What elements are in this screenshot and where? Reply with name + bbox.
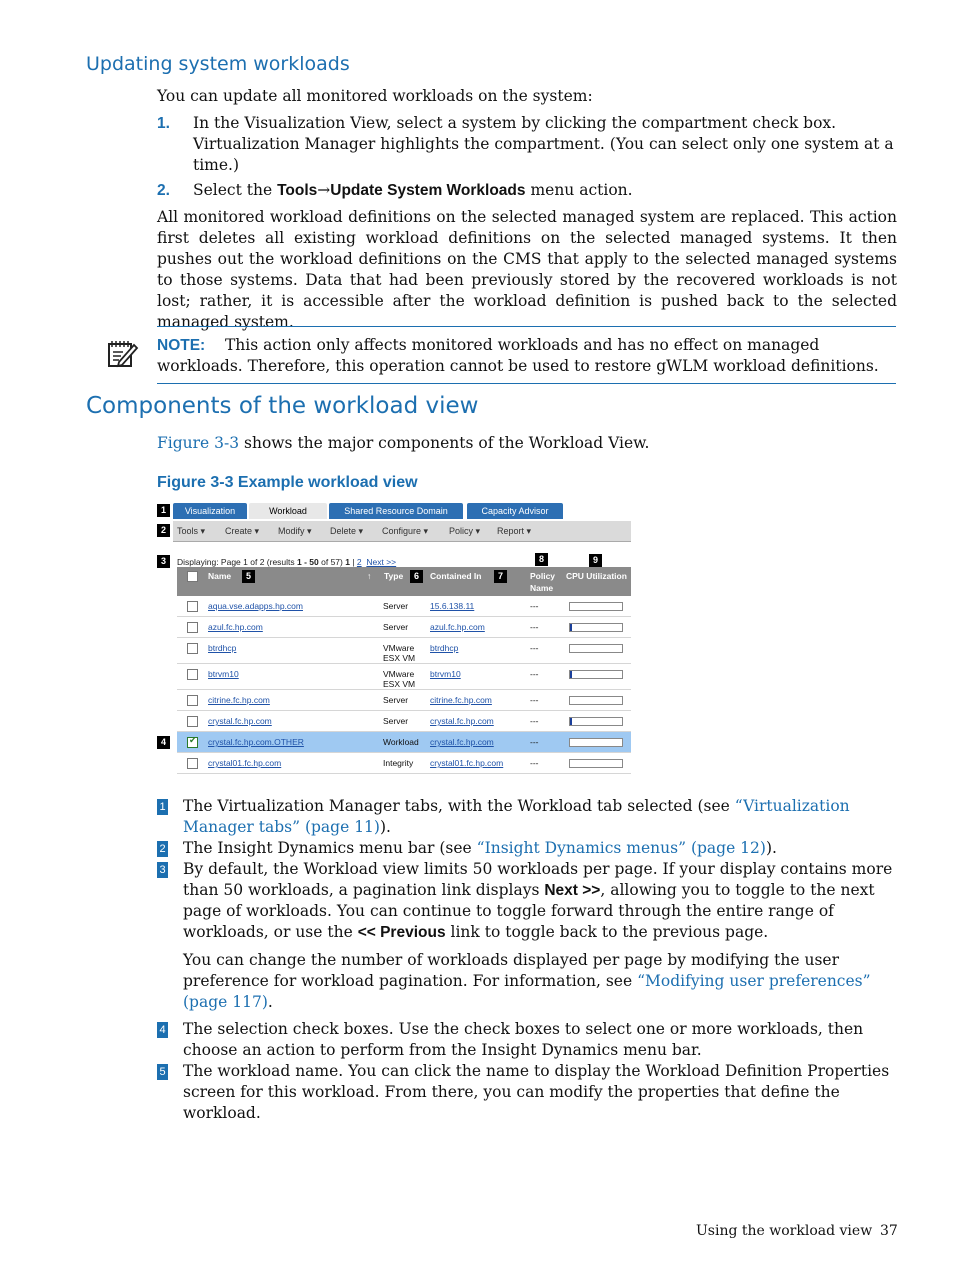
row-checkbox[interactable] [187,695,198,706]
step-2 [157,180,897,201]
workload-name-link[interactable]: btrvm10 [208,669,239,679]
step-text: In the Visualization View, select a system by clicking the compartment check box. Virtualization Manager highlights the compartment. (You can select only one system at a time.) [193,114,894,174]
row-checkbox[interactable] [187,737,198,748]
column-contained-in[interactable]: Contained In [430,571,482,581]
policy-name: --- [530,669,539,679]
contained-in-link[interactable]: azul.fc.hp.com [430,622,485,632]
cpu-utilization-bar [569,602,623,611]
column-name[interactable]: Name [208,571,232,581]
marker-1: 1 [157,504,170,517]
workload-name-link[interactable]: aqua.vse.adapps.hp.com [208,601,303,611]
table-row[interactable] [177,617,631,638]
tab-shared-resource-domain[interactable]: Shared Resource Domain [329,503,463,519]
footer-page-number: 37 [880,1223,898,1239]
table-header [177,567,631,596]
callout-2-text [183,838,895,859]
footer-title: Using the workload view [696,1223,873,1239]
xref-link[interactable]: “Insight Dynamics menus” (page 12) [476,839,766,857]
row-checkbox[interactable] [187,601,198,612]
policy-name: --- [530,737,539,747]
workload-type: Server [383,601,409,611]
note-content [157,335,896,377]
workload-type: Server [383,716,409,726]
callout-text: ). [765,839,777,857]
contained-in-link[interactable]: crystal01.fc.hp.com [430,758,504,768]
tab-visualization[interactable]: Visualization [173,503,247,519]
step-number: 2. [157,182,170,199]
callout-3-text [183,859,895,943]
cpu-utilization-bar [569,738,623,747]
menu-action: Update System Workloads [330,182,526,199]
workload-name-link[interactable]: crystal01.fc.hp.com [208,758,282,768]
section2-intro [157,433,649,454]
pagination-next-link[interactable]: Next >> [366,557,397,567]
table-row[interactable] [177,664,631,690]
figure-link[interactable]: Figure 3-3 [157,434,240,452]
callout-badge-2: 2 [157,841,168,857]
column-policy[interactable]: Policy [530,571,556,581]
step-text-pre: Select the [193,181,278,199]
step-text-post: menu action. [525,181,633,199]
pagination-page-current: 1 [345,557,350,567]
contained-in-link[interactable]: crystal.fc.hp.com [430,716,494,726]
section-heading-components: Components of the workload view [86,393,479,419]
contained-in-link[interactable]: btrvm10 [430,669,461,679]
menu-create[interactable]: Create ▾ [225,526,260,536]
callout-text: The Insight Dynamics menu bar (see [183,839,477,857]
contained-in-link[interactable]: citrine.fc.hp.com [430,695,492,705]
cpu-utilization-fill [570,671,572,678]
row-checkbox[interactable] [187,669,198,680]
cpu-utilization-bar [569,759,623,768]
policy-name: --- [530,622,539,632]
pagination-prefix: Displaying: Page 1 of 2 (results [177,557,298,567]
table-row[interactable] [177,711,631,732]
marker-4: 4 [157,736,170,749]
pagination-of: of 57) [318,557,346,567]
callout-badge-3: 3 [157,862,168,878]
section-intro: You can update all monitored workloads on the system: [157,87,593,105]
menu-report[interactable]: Report ▾ [497,526,532,536]
figure-caption: Figure 3-3 Example workload view [157,474,418,491]
pagination-sep: | [349,557,357,567]
callout-4-text: The selection check boxes. Use the check boxes to select one or more workloads, then choose an action to perform from the Insight Dynamics menu bar. [183,1020,864,1059]
cpu-utilization-bar [569,670,623,679]
marker-7: 7 [494,570,507,583]
callout-5-text: The workload name. You can click the name to display the Workload Definition Properties screen for this workload. From there, you can modify the properties that define the workload. [183,1062,890,1122]
policy-name: --- [530,716,539,726]
menu-modify[interactable]: Modify ▾ [278,526,312,536]
policy-name: --- [530,758,539,768]
marker-9: 9 [589,554,602,567]
contained-in-link[interactable]: 15.6.138.11 [430,601,475,611]
workload-type-line2: ESX VM [383,679,416,689]
pagination-page-2[interactable]: 2 [356,557,362,567]
callout-text: ). [379,818,391,836]
workload-type: VMware [383,669,415,679]
policy-name: --- [530,695,539,705]
row-checkbox[interactable] [187,758,198,769]
menu-configure[interactable]: Configure ▾ [382,526,429,536]
workload-name-link[interactable]: btrdhcp [208,643,237,653]
contained-in-link[interactable]: crystal.fc.hp.com [430,737,494,747]
tab-workload[interactable]: Workload [249,503,327,519]
workload-type: Integrity [383,758,414,768]
step-number: 1. [157,115,170,132]
workload-type: Server [383,695,409,705]
workload-name-link[interactable]: azul.fc.hp.com [208,622,263,632]
next-link-label: Next >> [544,882,601,899]
cpu-utilization-fill [570,718,572,725]
section-heading-updating: Updating system workloads [86,53,350,75]
callout-text: You can change the number of workloads displayed per page by modifying the user preference for workload pagination. For information, see [183,951,839,990]
workload-type: VMware [383,643,415,653]
workload-name-link[interactable]: crystal.fc.hp.com.OTHER [208,737,304,747]
menu-policy[interactable]: Policy ▾ [449,526,481,536]
row-checkbox[interactable] [187,622,198,633]
callout-badge-4: 4 [157,1022,168,1038]
column-type[interactable]: Type [384,571,404,581]
sort-arrow-icon[interactable]: ↑ [367,571,372,581]
arrow-icon: → [317,181,331,199]
column-policy-name[interactable]: Name [530,583,554,593]
previous-link-label: << Previous [357,924,446,941]
cpu-utilization-bar [569,696,623,705]
table-row[interactable] [177,753,631,774]
callout-badge-5: 5 [157,1064,168,1080]
note-text: This action only affects monitored workloads and has no effect on managed workloads. Therefore, this operation cannot be used to restore gWLM workload definitions. [157,336,879,375]
xref-link[interactable]: “Virtualization Manager tabs” (page 11) [183,797,850,836]
note-box [157,326,896,384]
marker-3: 3 [157,555,170,568]
workload-view-screenshot [157,500,633,774]
xref-link[interactable]: “Modifying user preferences” (page 117) [183,972,871,1011]
select-all-checkbox[interactable] [187,571,198,582]
table-row[interactable] [177,690,631,711]
callout-text: The Virtualization Manager tabs, with the Workload tab selected (see [183,797,735,815]
note-label: NOTE: [157,337,206,354]
row-checkbox[interactable] [187,716,198,727]
policy-name: --- [530,643,539,653]
section2-intro-text: shows the major components of the Workload View. [239,434,650,452]
menu-delete[interactable]: Delete ▾ [330,526,364,536]
policy-name: --- [530,601,539,611]
row-checkbox[interactable] [187,643,198,654]
menu-tools[interactable]: Tools ▾ [177,526,206,536]
callout-1-text [183,796,895,838]
callout-text: By default, the Workload view limits 50 workloads per page. If your display contains more than 50 workloads, a pagination link displays [183,860,893,899]
pagination-range: 1 - 50 [297,557,319,567]
workload-name-link[interactable]: crystal.fc.hp.com [208,716,272,726]
callout-text: . [267,993,273,1011]
step-1 [157,113,897,176]
callout-text: , allowing you to toggle to the next page of workloads. You can continue to toggle forward through the entire range of workloads, or use the [183,881,875,941]
cpu-utilization-bar [569,644,623,653]
table-row[interactable] [177,732,631,753]
marker-6: 6 [410,570,423,583]
workload-type: Server [383,622,409,632]
workload-name-link[interactable]: citrine.fc.hp.com [208,695,270,705]
callout-badge-1: 1 [157,799,168,815]
table-row[interactable] [177,638,631,664]
marker-5: 5 [242,570,255,583]
menu-tools: Tools [277,182,318,199]
tab-capacity-advisor[interactable]: Capacity Advisor [467,503,563,519]
contained-in-link[interactable]: btrdhcp [430,643,459,653]
marker-8: 8 [535,553,548,566]
callout-text: link to toggle back to the previous page. [445,923,769,941]
table-row[interactable] [177,596,631,617]
cpu-utilization-bar [569,623,623,632]
cpu-utilization-fill [570,624,572,631]
callout-3-continued [183,950,895,1013]
cpu-utilization-bar [569,717,623,726]
section-paragraph: All monitored workload definitions on the selected managed system are replaced. This action first deletes all existing workload definitions on the selected managed systems. It then pushes out the workload definitions on the CMS that apply to the selected managed systems to those systems. Data that had been previously stored by the recovered workloads is not lost; rather, it is accessible after the workload definition is pushed back to the selected managed system. [157,208,897,331]
menu-bar [173,521,631,542]
note-icon [106,338,140,370]
workload-type: Workload [383,737,419,747]
marker-2: 2 [157,524,170,537]
workload-type-line2: ESX VM [383,653,416,663]
column-cpu-utilization[interactable]: CPU Utilization [566,571,627,581]
